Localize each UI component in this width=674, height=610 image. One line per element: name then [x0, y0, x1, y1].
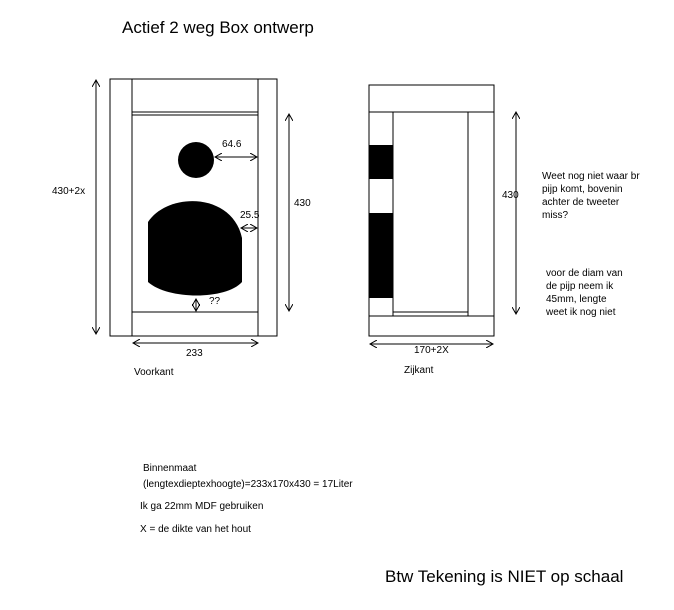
front-view-label: Voorkant [134, 367, 174, 378]
port-label: ?? [209, 296, 221, 307]
side-view-label: Zijkant [404, 365, 434, 376]
front-left-panel [110, 79, 132, 336]
pipe-diameter-note: voor de diam van de pijp neem ik 45mm, lengte weet ik nog niet [546, 268, 623, 318]
x-definition-note: X = de dikte van het hout [140, 524, 251, 535]
side-back-panel [468, 112, 494, 316]
internal-size-formula: (lengtexdieptexhoogte)=233x170x430 = 17Liter [143, 479, 353, 490]
internal-size-heading: Binnenmaat [143, 463, 197, 474]
woofer-section [369, 213, 393, 298]
front-inner-height-label: 430 [294, 198, 311, 209]
front-width-label: 233 [186, 348, 203, 359]
front-outer-height-label: 430+2x [52, 186, 86, 197]
side-width-label: 170+2X [414, 345, 449, 356]
side-bottom-panel [369, 316, 494, 336]
woofer [148, 201, 242, 295]
front-top-panel [132, 79, 258, 112]
side-view [369, 85, 494, 336]
woofer-offset-label: 25.5 [240, 210, 260, 221]
front-view [110, 79, 277, 336]
material-note: Ik ga 22mm MDF gebruiken [140, 501, 264, 512]
front-bottom-panel [132, 312, 258, 336]
tweeter-section [369, 145, 393, 179]
pipe-question-note: Weet nog niet waar br pijp komt, bovenin achter de tweeter miss? [542, 171, 640, 221]
front-right-panel [258, 79, 277, 336]
page-title: Actief 2 weg Box ontwerp [122, 18, 314, 37]
side-top-panel [369, 85, 494, 112]
scale-disclaimer: Btw Tekening is NIET op schaal [385, 567, 624, 586]
side-height-label: 430 [502, 190, 519, 201]
tweeter-offset-label: 64.6 [222, 139, 242, 150]
tweeter [178, 142, 214, 178]
